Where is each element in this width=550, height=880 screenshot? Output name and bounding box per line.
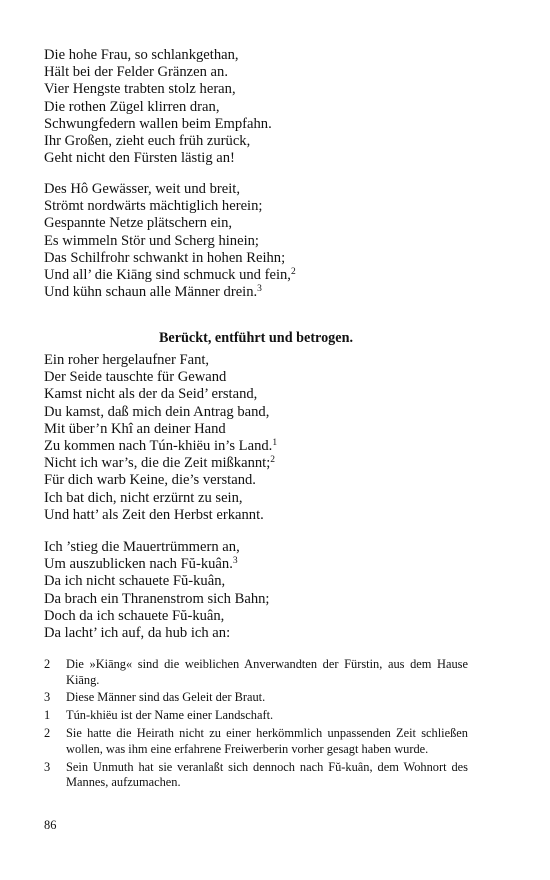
footnote-number: 3 bbox=[44, 690, 51, 705]
footnote-text: Die »Kiāng« sind die weiblichen Anverwandten der Fürstin, aus dem Hause Kiāng. bbox=[66, 657, 468, 687]
verse-line: Da brach ein Thranenstrom sich Bahn; bbox=[44, 590, 270, 607]
footnote-text: Sein Unmuth hat sie veranlaßt sich dennoch nach Fŭ-kuân, dem Wohnort des Mannes, aufzumachen. bbox=[66, 759, 468, 790]
footnote bbox=[44, 657, 468, 688]
footnote-marker: 2 bbox=[270, 455, 276, 466]
verse-line: Hält bei der Felder Gränzen an. bbox=[44, 64, 228, 81]
poem-stanza bbox=[44, 47, 272, 167]
footnote bbox=[44, 726, 468, 757]
verse-line: Mit über’n Khî an deiner Hand bbox=[44, 420, 226, 437]
verse-line: Geht nicht den Fürsten lästig an! bbox=[44, 150, 235, 167]
verse-line: Um auszublicken nach Fŭ-kuân.$^3$ bbox=[44, 556, 238, 573]
verse-line: Da lacht’ ich auf, da hub ich an: bbox=[44, 625, 231, 642]
footnote-number: 3 bbox=[44, 759, 51, 774]
verse-line: Die hohe Frau, so schlankgethan, bbox=[44, 47, 239, 63]
verse-line: Die rothen Zügel klirren dran, bbox=[44, 98, 220, 115]
page-number: 86 bbox=[44, 818, 57, 832]
footnote bbox=[44, 690, 468, 706]
footnotes bbox=[44, 657, 468, 793]
verse-line: Der Seide tauschte für Gewand bbox=[44, 369, 227, 386]
footnote bbox=[44, 760, 468, 791]
verse-line: Kamst nicht als der da Seid’ erstand, bbox=[44, 386, 258, 403]
verse-line: Für dich warb Keine, die’s verstand. bbox=[44, 472, 256, 489]
footnote bbox=[44, 708, 468, 724]
verse-line: Ich bat dich, nicht erzürnt zu sein, bbox=[44, 489, 243, 506]
poem-stanza bbox=[44, 539, 269, 642]
poem-title: Berückt, entführt und betrogen. bbox=[158, 330, 354, 346]
verse-line: Des Hô Gewässer, weit und breit, bbox=[44, 181, 240, 197]
verse-line: Zu kommen nach Tún-khiëu in’s Land.$^1$ bbox=[44, 438, 278, 455]
verse-line: Du kamst, daß mich dein Antrag band, bbox=[44, 403, 270, 420]
verse-line: Da ich nicht schauete Fŭ-kuân, bbox=[44, 573, 226, 590]
verse-line: Strömt nordwärts mächtiglich herein; bbox=[44, 198, 263, 215]
verse-line: Und kühn schaun alle Männer drein.$^3$ bbox=[44, 284, 262, 301]
footnote-marker: 2 bbox=[290, 267, 296, 278]
footnote-text: Sie hatte die Heirath nicht zu einer herkömmlich unpassenden Zeit schließen wollen, was ihm eine erfahrene Freiwerberin vorher gesagt haben wurde. bbox=[66, 726, 468, 756]
footnote-marker: 3 bbox=[257, 284, 262, 295]
book-page bbox=[44, 0, 468, 880]
verse-line: Ich ’stieg die Mauertrümmern an, bbox=[44, 539, 240, 555]
verse-line: Ihr Großen, zieht euch früh zurück, bbox=[44, 133, 251, 150]
footnote-number: 1 bbox=[44, 708, 51, 723]
verse-line: Ein roher hergelaufner Fant, bbox=[44, 352, 210, 368]
verse-line: Und all’ die Kiāng sind schmuck und fein,$^2$ bbox=[44, 267, 296, 284]
poem-stanza bbox=[44, 181, 296, 301]
verse-line: Es wimmeln Stör und Scherg hinein; bbox=[44, 232, 259, 249]
footnote-marker: 3 bbox=[232, 556, 238, 567]
footnote-text: Tún-khiëu ist der Name einer Landschaft. bbox=[66, 708, 274, 723]
verse-line: Schwungfedern wallen beim Empfahn. bbox=[44, 115, 272, 132]
footnote-text: Diese Männer sind das Geleit der Braut. bbox=[66, 690, 266, 705]
footnote-number: 2 bbox=[44, 657, 51, 671]
verse-line: Vier Hengste trabten stolz heran, bbox=[44, 81, 236, 98]
verse-line: Gespannte Netze plätschern ein, bbox=[44, 215, 233, 232]
verse-line: Das Schilfrohr schwankt in hohen Reihn; bbox=[44, 249, 286, 266]
footnote-number: 2 bbox=[44, 726, 51, 741]
verse-line: Doch da ich schauete Fŭ-kuân, bbox=[44, 607, 225, 624]
verse-line: Nicht ich war’s, die die Zeit mißkannt;$^2$ bbox=[44, 455, 276, 472]
poem-stanza bbox=[44, 352, 277, 524]
verse-line: Und hatt’ als Zeit den Herbst erkannt. bbox=[44, 506, 264, 523]
footnote-marker: 1 bbox=[272, 438, 278, 449]
